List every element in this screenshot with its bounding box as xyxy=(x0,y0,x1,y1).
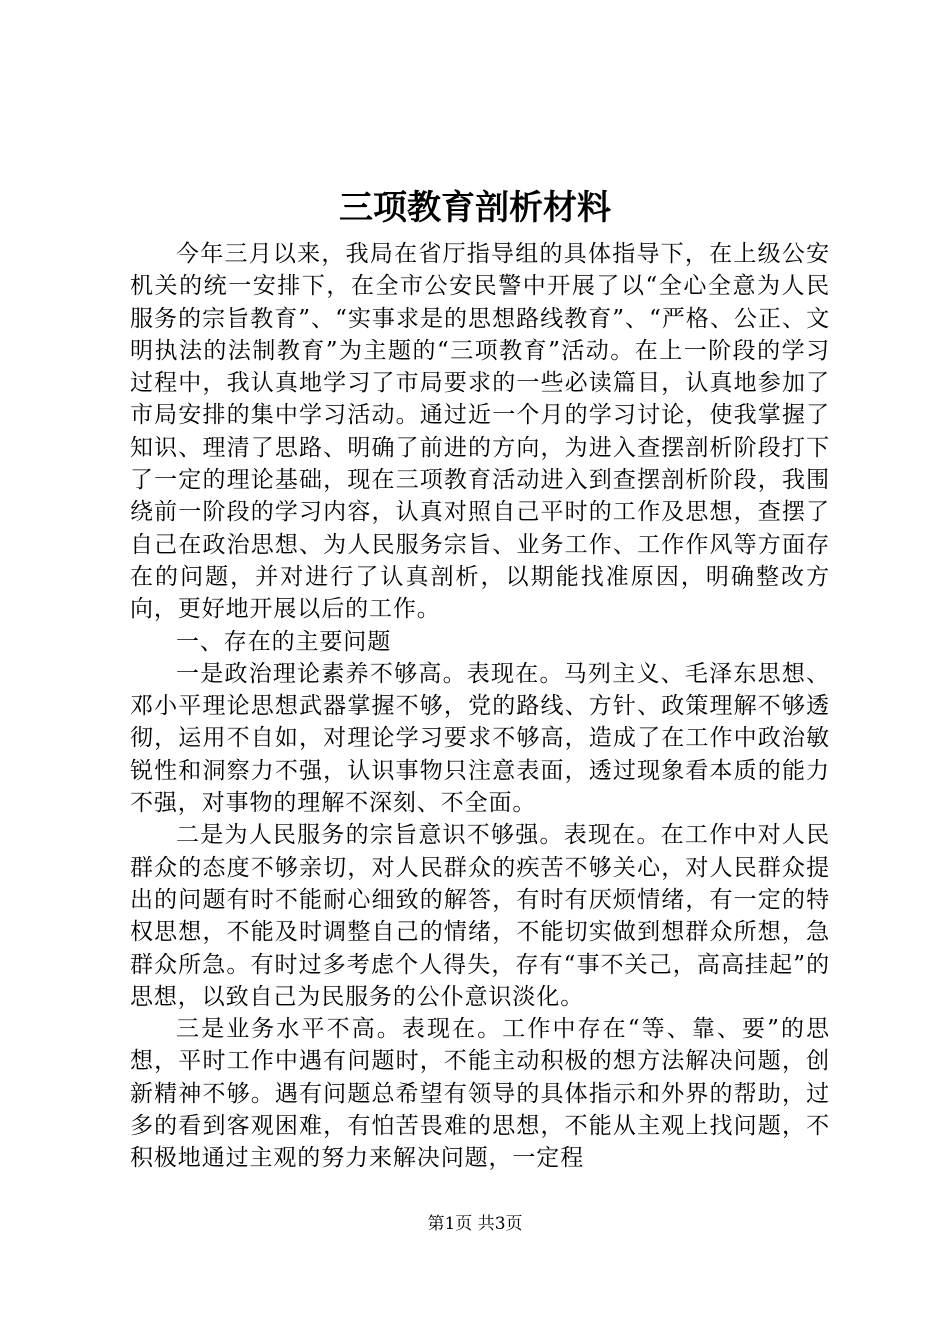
paragraph-problem-3: 三是业务水平不高。表现在。工作中存在“等、靠、要”的思想，平时工作中遇有问题时，不能主动积极的想方法解决问题，创新精神不够。遇有问题总希望有领导的具体指示和外界的帮助，过多的看到客观困难，有怕苦畏难的思想，不能从主观上找问题，不积极地通过主观的努力来解决问题，一定程 xyxy=(130,1016,830,1172)
section-heading-main-problems: 一、存在的主要问题 xyxy=(176,628,392,655)
document-body xyxy=(130,238,830,1175)
paragraph-problem-1: 一是政治理论素养不够高。表现在。马列主义、毛泽东思想、邓小平理论思想武器掌握不够，党的路线、方针、政策理解不够透彻，运用不自如，对理论学习要求不够高，造成了在工作中政治敏锐性和洞察力不强，认识事物只注意表面，透过现象看本质的能力不强，对事物的理解不深刻、不全面。 xyxy=(130,660,830,817)
document-title: 三项教育剖析材料 xyxy=(339,188,611,228)
page-number-footer: 第1页 共3页 xyxy=(427,1214,523,1234)
paragraph-problem-2: 二是为人民服务的宗旨意识不够强。表现在。在工作中对人民群众的态度不够亲切，对人民群众的疾苦不够关心，对人民群众提出的问题有时不能耐心细致的解答，有时有厌烦情绪，有一定的特权思想，不能及时调整自己的情绪，不能切实做到想群众所想，急群众所急。有时过多考虑个人得失，存有“事不关己，高高挂起”的思想，以致自己为民服务的公仆意识淡化。 xyxy=(130,822,830,1010)
paragraph-intro: 今年三月以来，我局在省厅指导组的具体指导下，在上级公安机关的统一安排下，在全市公安民警中开展了以“全心全意为人民服务的宗旨教育”、“实事求是的思想路线教育”、“严格、公正、文明执法的法制教育”为主题的“三项教育”活动。在上一阶段的学习过程中，我认真地学习了市局要求的一些必读篇目，认真地参加了市局安排的集中学习活动。通过近一个月的学习讨论，使我掌握了知识、理清了思路、明确了前进的方向，为进入查摆剖析阶段打下了一定的理论基础，现在三项教育活动进入到查摆剖析阶段，我围绕前一阶段的学习内容，认真对照自己平时的工作及思想，查摆了自己在政治思想、为人民服务宗旨、业务工作、工作作风等方面存在的问题，并对进行了认真剖析，以期能找准原因，明确整改方向，更好地开展以后的工作。 xyxy=(130,241,830,623)
